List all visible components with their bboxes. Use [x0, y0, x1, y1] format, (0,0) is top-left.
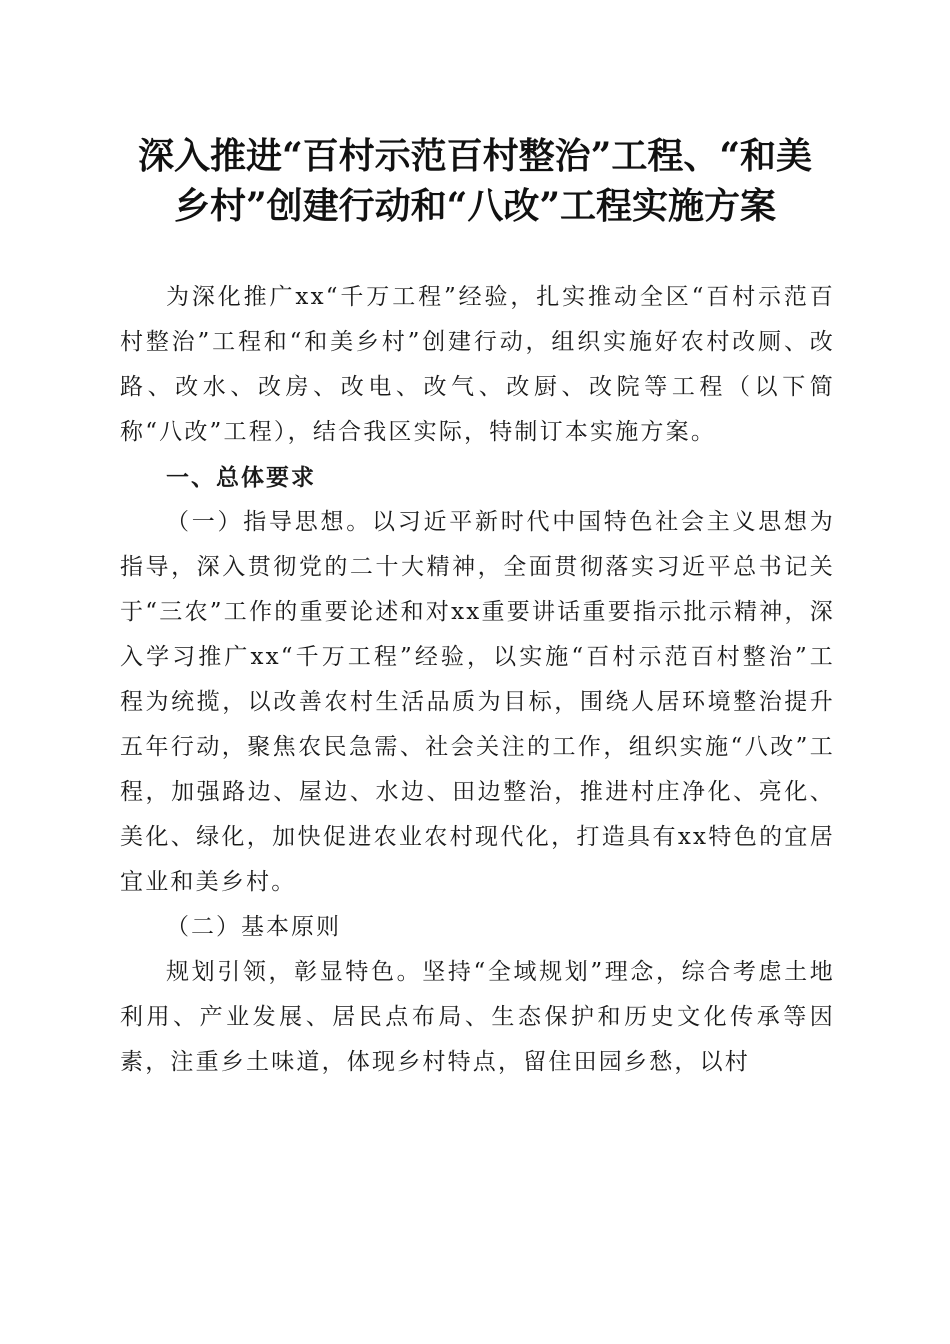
guiding-ideology-paragraph: （一）指导思想。以习近平新时代中国特色社会主义思想为指导，深入贯彻党的二十大精神，全面贯彻落实习近平总书记关于“三农”工作的重要论述和对xx重要讲话重要指示批示精神，深入学习推广xx“千万工程”经验，以实施“百村示范百村整治”工程为统揽，以改善农村生活品质为目标，围绕人居环境整治提升五年行动，聚焦农民急需、社会关注的工作，组织实施“八改”工程，加强路边、屋边、水边、田边整治，推进村庄净化、亮化、美化、绿化，加快促进农业农村现代化，打造具有xx特色的宜居宜业和美乡村。	[120, 509, 835, 895]
title-line-2: 乡村”创建行动和“八改”工程实施方案	[173, 185, 777, 227]
document-body	[120, 275, 835, 1085]
section-heading-general-requirements: 一、总体要求	[166, 464, 316, 491]
title-line-1: 深入推进“百村示范百村整治”工程、“和美	[137, 135, 813, 177]
intro-paragraph: 为深化推广xx“千万工程”经验，扎实推动全区“百村示范百村整治”工程和“和美乡村”创建行动，组织实施好农村改厕、改路、改水、改房、改电、改气、改厨、改院等工程（以下简称“八改”工程），结合我区实际，特制订本实施方案。	[120, 284, 835, 445]
subheading-basic-principles: （二）基本原则	[166, 914, 341, 940]
principle-paragraph: 规划引领，彰显特色。坚持“全域规划”理念，综合考虑土地利用、产业发展、居民点布局、生态保护和历史文化传承等因素，注重乡土味道，体现乡村特点，留住田园乡愁，以村	[120, 959, 835, 1075]
document-title	[100, 131, 850, 231]
